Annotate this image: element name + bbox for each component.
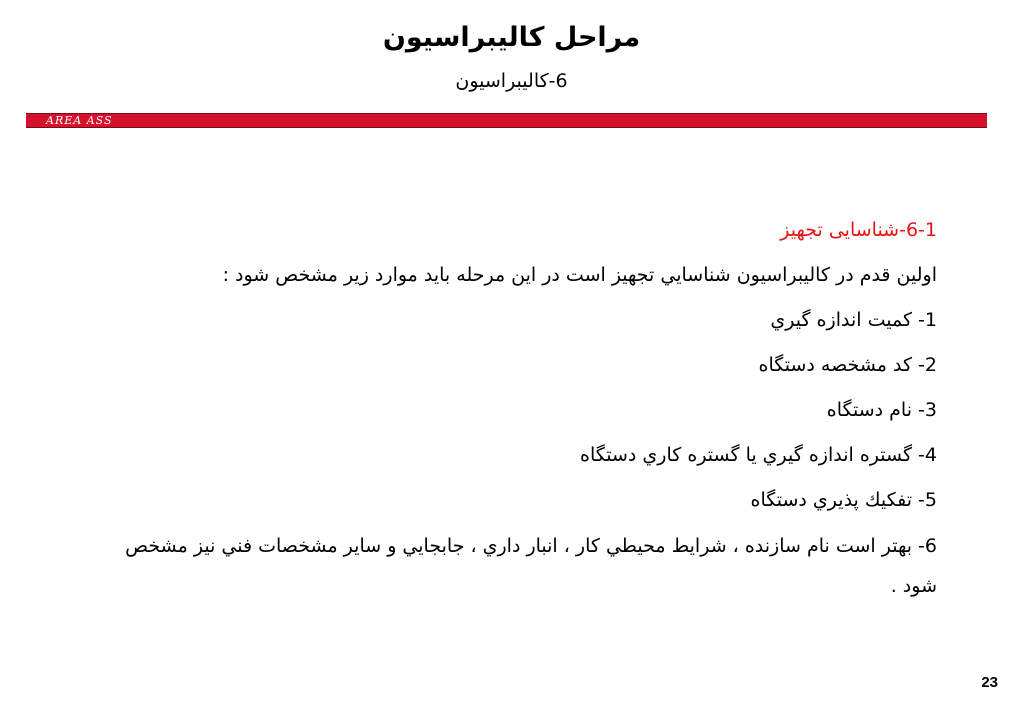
list-item: 4- گستره اندازه گيري يا گستره كاري دستگاه — [580, 444, 937, 466]
slide-title: مراحل کالیبراسیون — [382, 22, 641, 53]
list-item: 2- کد مشخصه دستگاه — [758, 354, 937, 376]
slide-body — [110, 208, 937, 606]
intro-text: اولین قدم در کالیبراسیون شناسايي تجهیز است در این مرحله باید موارد زیر مشخص شود : — [222, 264, 937, 286]
section-heading: 6-1-شناسایی تجهیز — [780, 219, 937, 241]
band-logo: AREA ASS — [46, 114, 113, 127]
header-band — [26, 113, 987, 128]
slide-subtitle: 6-کالیبراسیون — [455, 70, 568, 92]
list-item: 3- نام دستگاه — [826, 399, 937, 421]
list-item: 5- تفكيك پذيري دستگاه — [750, 489, 937, 511]
list-item: 6- بهتر است نام سازنده ، شرايط محيطي كار ، انبار داري ، جابجايي و ساير مشخصات فني نيز مشخص شود . — [125, 535, 937, 597]
page-number: 23 — [981, 674, 998, 691]
list-item: 1- كميت اندازه گيري — [770, 309, 937, 331]
